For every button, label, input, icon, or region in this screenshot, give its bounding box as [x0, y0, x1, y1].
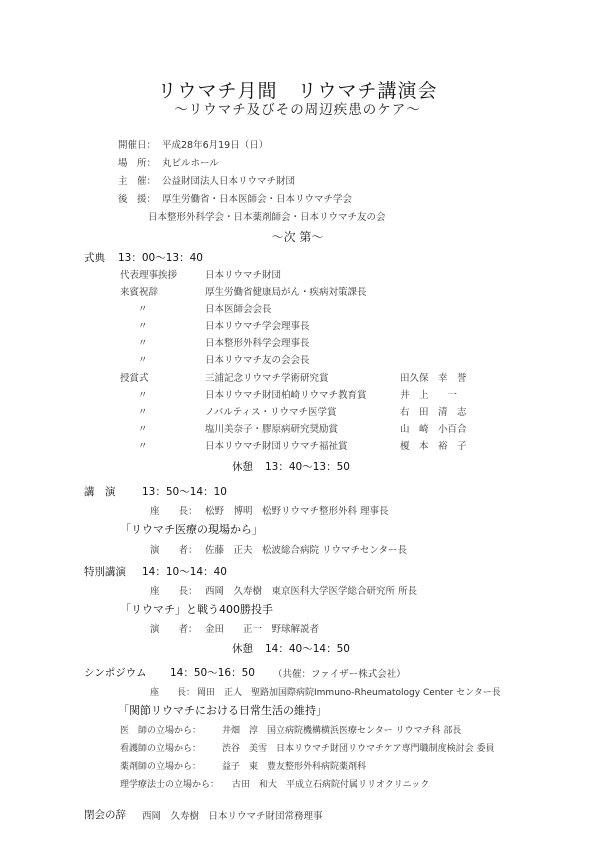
award-winner: 田久保 幸 誉 [400, 373, 467, 384]
page-subtitle: ～リウマチ及びその周辺疾患のケア～ [174, 102, 421, 118]
award-prize: ノバルティス・リウマチ医学賞 [205, 407, 337, 418]
guest-item: 厚生労働省健康局がん・疾病対策課長 [205, 287, 367, 298]
symposium-chair-value: 岡田 正人 聖路加国際病院Immuno-Rheumatology Center センター長 [197, 688, 501, 698]
special-speaker-value: 金田 正一 野球解説者 [205, 624, 320, 635]
support-line-2: 日本整形外科学会・日本薬剤師会・日本リウマチ友の会 [148, 212, 386, 223]
lecture-label: 講 演 [84, 486, 116, 498]
special-label: 特別講演 [84, 566, 126, 578]
award-winner: 山 崎 小百合 [400, 424, 467, 435]
closing-label: 閉会の辞 [84, 809, 126, 821]
panelist-value: 益子 東 豊友整形外科病院薬剤科 [222, 762, 367, 772]
ditto-mark: 〃 [138, 338, 148, 349]
lecture-chair-value: 松野 博明 松野リウマチ整形外科 理事長 [205, 506, 389, 517]
ditto-mark: 〃 [138, 355, 148, 366]
ceremony-time: 13：00～13：40 [118, 252, 203, 264]
symposium-time: 14：50～16：50 [170, 667, 255, 679]
symposium-sponsor: （共催：ファイザー株式会社） [273, 669, 406, 680]
symposium-topic: 「関節リウマチにおける日常生活の維持」 [118, 704, 327, 717]
ditto-mark: 〃 [138, 424, 148, 435]
award-winner: 榎 本 裕 子 [400, 441, 467, 452]
break-label: 休憩 [232, 461, 253, 473]
guest-item: 日本リウマチ友の会会長 [205, 355, 310, 366]
award-winner: 右 田 清 志 [400, 407, 467, 418]
ditto-mark: 〃 [138, 321, 148, 332]
support-line-1: 厚生労働省・日本医師会・日本リウマチ学会 [162, 194, 353, 205]
guests-label: 来賓祝辞 [120, 287, 159, 298]
break-time: 13：40～13：50 [265, 461, 350, 473]
lecture-time: 13：50～14：10 [142, 486, 227, 498]
guest-item: 日本医師会会長 [205, 304, 272, 315]
closing-value: 西岡 久寿樹 日本リウマチ財団常務理事 [142, 811, 323, 822]
ceremony-label: 式典 [84, 252, 105, 264]
program-heading: ～次 第～ [271, 230, 324, 244]
lecture-topic: 「リウマチ医療の現場から」 [120, 523, 263, 536]
page-title: リウマチ月間 リウマチ講演会 [157, 80, 438, 102]
panelist-role: 医 師の立場から： [120, 726, 202, 736]
panelist-value: 井畑 淳 国立病院機構横浜医療センター リウマチ科 部長 [222, 726, 462, 736]
venue-label: 場 所： [118, 158, 157, 169]
venue-value: 丸ビルホール [162, 158, 219, 169]
lecture-chair-label: 座 長： [150, 506, 198, 517]
special-chair-label: 座 長： [150, 586, 198, 597]
special-time: 14：10～14：40 [142, 566, 227, 578]
awards-label: 授賞式 [120, 373, 149, 384]
date-label: 開催日： [118, 140, 157, 151]
panelist-role: 薬剤師の立場から： [120, 762, 202, 772]
panelist-value: 古田 和大 平成立石病院付属リリオクリニック [232, 780, 430, 790]
break-label: 休憩 [232, 643, 253, 655]
panelist-value: 渋谷 美雪 日本リウマチ財団リウマチケア専門職制度検討会 委員 [222, 744, 495, 754]
award-prize: 日本リウマチ財団リウマチ福祉賞 [205, 441, 348, 452]
ditto-mark: 〃 [138, 390, 148, 401]
lecture-speaker-label: 演 者： [150, 545, 198, 556]
ditto-mark: 〃 [138, 304, 148, 315]
award-winner: 井 上 一 [400, 390, 458, 401]
symposium-label: シンポジウム [84, 667, 147, 679]
ditto-mark: 〃 [138, 407, 148, 418]
date-value: 平成28年6月19日（日） [162, 140, 269, 151]
guest-item: 日本整形外科学会理事長 [205, 338, 310, 349]
panelist-role: 看護師の立場から： [120, 744, 202, 754]
special-speaker-label: 演 者： [150, 624, 198, 635]
greeting-label: 代表理事挨拶 [120, 270, 178, 281]
host-value: 公益財団法人日本リウマチ財団 [162, 176, 296, 187]
ditto-mark: 〃 [138, 441, 148, 452]
support-label: 後 援： [118, 194, 157, 205]
special-topic: 「リウマチ」と戦う400勝投手 [120, 603, 273, 616]
award-prize: 三浦記念リウマチ学術研究賞 [205, 373, 329, 384]
award-prize: 日本リウマチ財団柏崎リウマチ教育賞 [205, 390, 367, 401]
host-label: 主 催： [118, 176, 157, 187]
break-time: 14：40～14：50 [265, 643, 350, 655]
panelist-role: 理学療法士の立場から： [120, 780, 220, 790]
lecture-speaker-value: 佐藤 正夫 松波総合病院 リウマチセンター長 [205, 545, 407, 556]
greeting-value: 日本リウマチ財団 [205, 270, 282, 281]
special-chair-value: 西岡 久寿樹 東京医科大学医学総合研究所 所長 [205, 586, 418, 597]
guest-item: 日本リウマチ学会理事長 [205, 321, 310, 332]
award-prize: 塩川美奈子・膠原病研究奨励賞 [205, 424, 339, 435]
symposium-chair-label: 座 長： [150, 688, 196, 698]
